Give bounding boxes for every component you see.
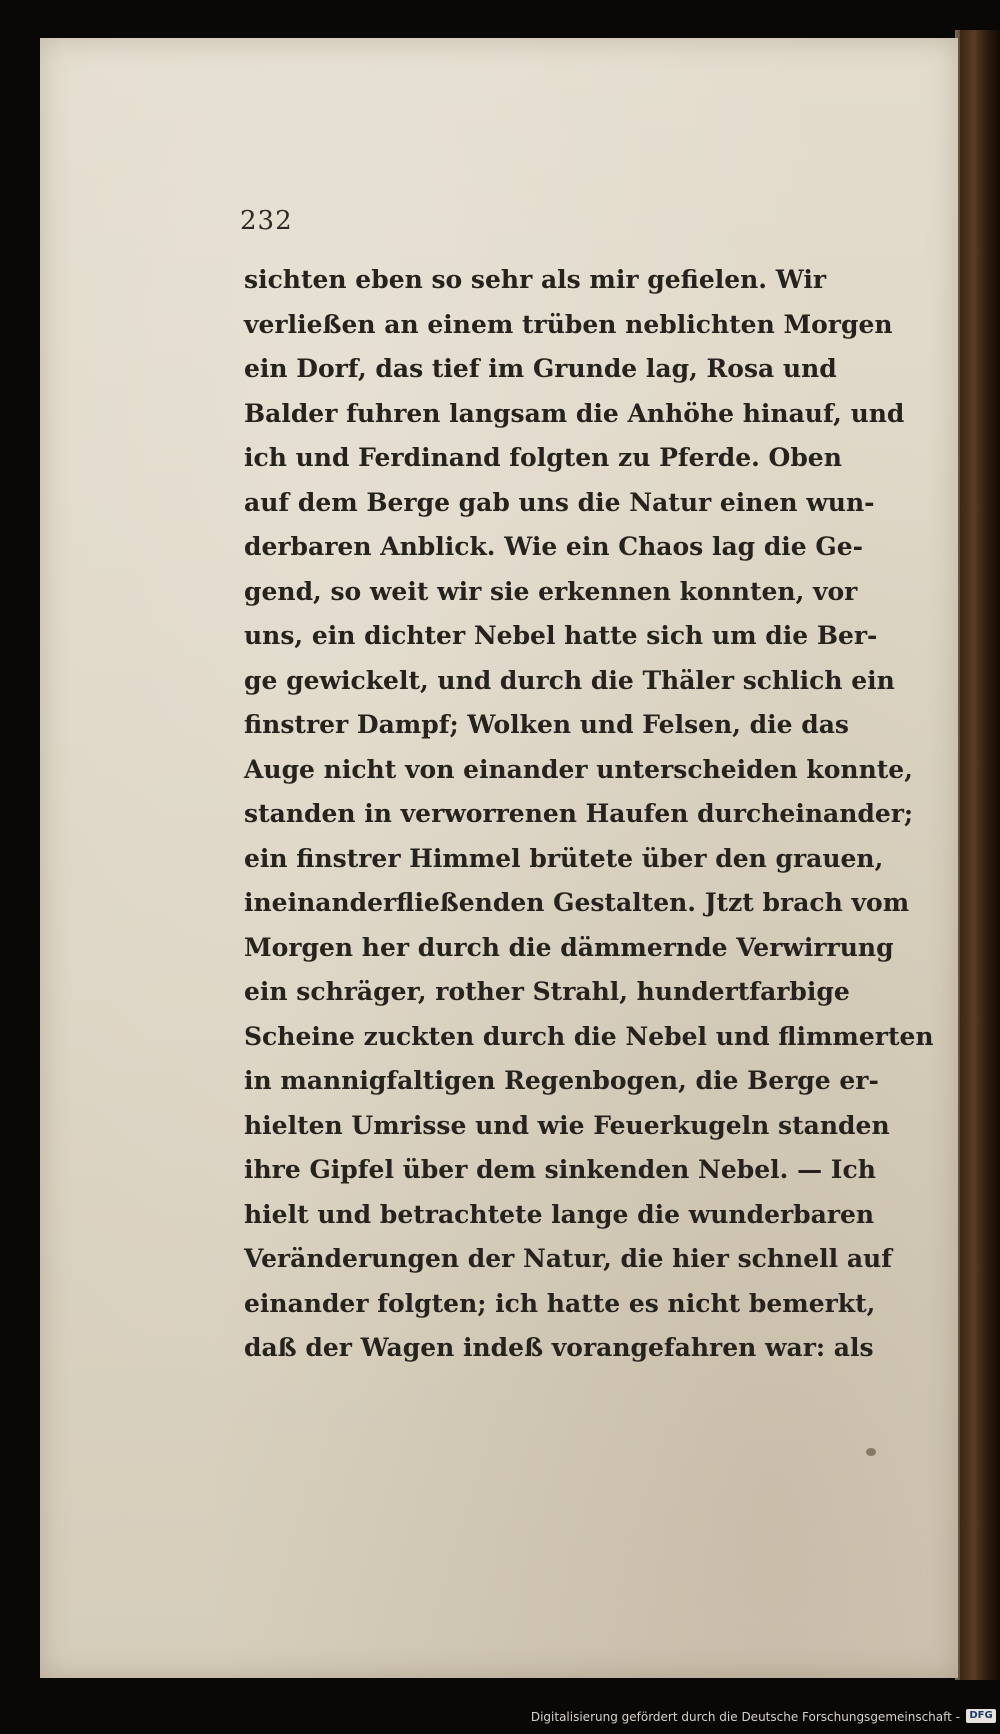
text-line: ineinanderfließenden Gestalten. Jtzt brach vom	[244, 888, 910, 917]
text-line: ein finstrer Himmel brütete über den grauen,	[244, 843, 884, 873]
funding-credit: Digitalisierung gefördert durch die Deutsche Forschungsgemeinschaft -	[530, 1710, 960, 1724]
text-line: Balder fuhren langsam die Anhöhe hinauf, und	[244, 398, 905, 428]
text-line: hielten Umrisse und wie Feuerkugeln standen	[244, 1110, 890, 1140]
text-line: ich und Ferdinand folgten zu Pferde. Oben	[244, 443, 842, 472]
text-line: Scheine zuckten durch die Nebel und flimmerten	[244, 1021, 934, 1051]
text-line: Morgen her durch die dämmernde Verwirrung	[244, 932, 894, 962]
text-line: in mannigfaltigen Regenbogen, die Berge er-	[244, 1066, 879, 1095]
text-line: ge gewickelt, und durch die Thäler schlich ein	[244, 665, 895, 695]
text-line: einander folgten; ich hatte es nicht bemerkt,	[244, 1288, 876, 1318]
text-line: auf dem Berge gab uns die Natur einen wun-	[244, 487, 875, 517]
footer-bar	[0, 1700, 1000, 1734]
paper-speck	[866, 1448, 876, 1456]
text-line: uns, ein dichter Nebel hatte sich um die Ber-	[244, 621, 878, 650]
text-line: gend, so weit wir sie erkennen konnten, vor	[244, 576, 858, 606]
book-spine	[960, 30, 1000, 1680]
dfg-logo-icon: DFG	[966, 1709, 996, 1723]
body-text	[244, 258, 934, 1371]
text-line: ein Dorf, das tief im Grunde lag, Rosa und	[244, 354, 837, 383]
text-line: derbaren Anblick. Wie ein Chaos lag die Ge-	[244, 532, 864, 561]
text-line: daß der Wagen indeß vorangefahren war: als	[244, 1333, 874, 1362]
text-line: standen in verworrenen Haufen durcheinander;	[244, 799, 914, 828]
text-line: ihre Gipfel über dem sinkenden Nebel. — Ich	[244, 1155, 876, 1184]
book-page	[40, 38, 958, 1678]
text-line: finstrer Dampf; Wolken und Felsen, die das	[244, 710, 849, 739]
text-line: hielt und betrachtete lange die wunderbaren	[244, 1199, 875, 1229]
text-line: Auge nicht von einander unterscheiden konnte,	[244, 754, 913, 784]
page-number: 232	[240, 206, 293, 236]
text-line: ein schräger, rother Strahl, hundertfarbige	[244, 977, 850, 1006]
text-line: Veränderungen der Natur, die hier schnell auf	[244, 1244, 892, 1273]
text-line: sichten eben so sehr als mir gefielen. Wir	[244, 265, 827, 294]
text-line: verließen an einem trüben neblichten Morgen	[244, 309, 893, 339]
